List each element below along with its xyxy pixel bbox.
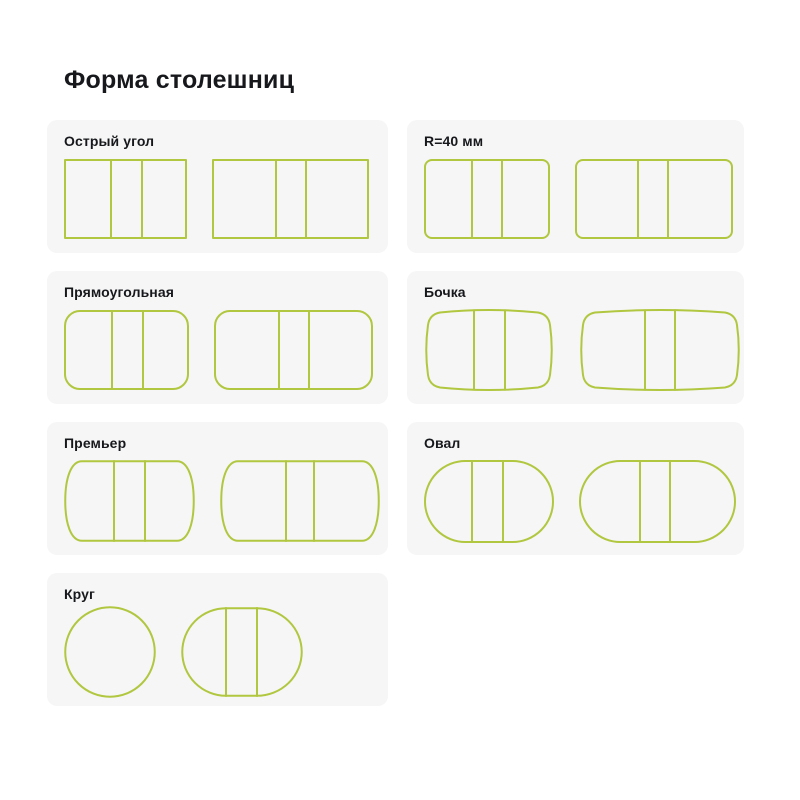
card-shapes xyxy=(64,301,380,399)
tabletop-shape-premier xyxy=(64,460,195,542)
tabletop-shape-circle-split xyxy=(181,607,303,697)
tabletop-shape-premier xyxy=(220,460,380,542)
tabletop-shape-rect xyxy=(212,159,369,239)
card-title: Премьер xyxy=(64,435,127,451)
card-title: Бочка xyxy=(424,284,466,300)
tabletop-shape-rect xyxy=(64,159,187,239)
tabletop-shape-barrel xyxy=(424,307,554,393)
card-bochka xyxy=(407,271,744,404)
tabletop-shape-oval xyxy=(424,460,554,543)
card-shapes xyxy=(424,150,736,248)
card-pryamougolnaya xyxy=(47,271,388,404)
card-title: Круг xyxy=(64,586,95,602)
card-shapes xyxy=(64,452,380,550)
card-shapes xyxy=(64,603,380,701)
card-ostryj-ugol xyxy=(47,120,388,253)
card-oval xyxy=(407,422,744,555)
card-premier xyxy=(47,422,388,555)
tabletop-shape-oval xyxy=(579,460,736,543)
card-krug xyxy=(47,573,388,706)
tabletop-shape-rect xyxy=(214,310,373,390)
tabletop-shape-rect xyxy=(424,159,550,239)
card-title: Овал xyxy=(424,435,461,451)
card-title: Острый угол xyxy=(64,133,155,149)
card-r40 xyxy=(407,120,744,253)
tabletop-shape-rect xyxy=(64,310,189,390)
tabletop-shape-circle xyxy=(64,606,156,698)
cards-grid xyxy=(47,120,744,706)
tabletop-shape-barrel xyxy=(579,307,741,393)
card-title: Прямоугольная xyxy=(64,284,174,300)
card-shapes xyxy=(64,150,380,248)
tabletop-shape-rect xyxy=(575,159,733,239)
card-shapes xyxy=(424,452,736,550)
card-shapes xyxy=(424,301,736,399)
page-title: Форма столешниц xyxy=(64,66,295,94)
card-title: R=40 мм xyxy=(424,133,484,149)
